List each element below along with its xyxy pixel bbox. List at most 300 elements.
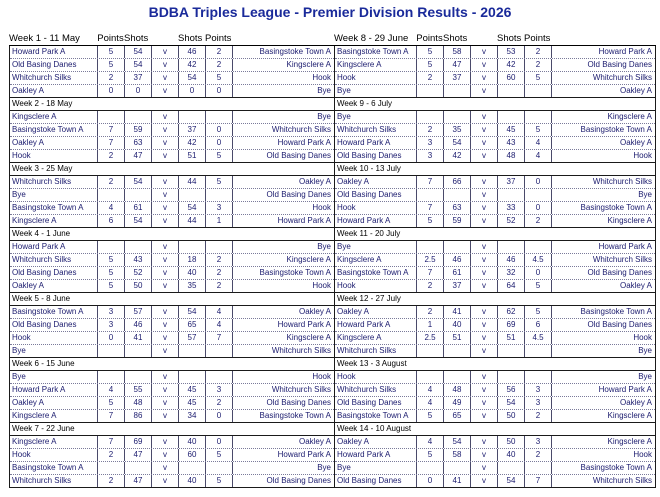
- away-shots: 51: [179, 150, 206, 162]
- away-points: 0: [206, 137, 233, 149]
- home-points: 4: [417, 384, 444, 396]
- away-shots: [498, 462, 525, 474]
- fixture-row: [335, 280, 655, 292]
- home-team: Whitchurch Silks: [10, 475, 98, 487]
- fixture-row: [335, 150, 655, 162]
- away-shots: 44: [179, 215, 206, 227]
- versus: v: [471, 241, 498, 253]
- away-team: Bye: [638, 346, 652, 355]
- home-shots: 54: [444, 436, 471, 448]
- week-label: Week 14 - 10 August: [335, 423, 655, 436]
- versus: v: [471, 176, 498, 188]
- versus: v: [471, 319, 498, 331]
- home-shots: 37: [125, 72, 152, 84]
- away-shots: 64: [498, 280, 525, 292]
- home-shots: 52: [125, 267, 152, 279]
- home-shots: 46: [125, 319, 152, 331]
- home-shots: 47: [125, 150, 152, 162]
- home-team: Whitchurch Silks: [335, 345, 417, 357]
- away-team: Oakley A: [619, 398, 652, 407]
- home-shots: 49: [444, 397, 471, 409]
- versus: v: [152, 436, 179, 448]
- home-shots: 47: [125, 475, 152, 487]
- home-shots: 86: [125, 410, 152, 422]
- home-points: 5: [98, 280, 125, 292]
- home-points: 5: [417, 59, 444, 71]
- away-team: Hook: [312, 281, 331, 290]
- home-points: [417, 85, 444, 97]
- away-shots: 46: [498, 254, 525, 266]
- versus: v: [152, 397, 179, 409]
- away-shots: 57: [179, 332, 206, 344]
- week-block: [334, 293, 656, 358]
- home-shots: 54: [125, 46, 152, 58]
- fixture-row: [335, 306, 655, 319]
- away-shots: 45: [498, 124, 525, 136]
- away-shots: 42: [179, 137, 206, 149]
- versus: v: [152, 189, 179, 201]
- away-points: 5: [525, 124, 552, 136]
- away-team: Oakley A: [298, 437, 331, 446]
- home-team: Basingstoke Town A: [10, 462, 98, 474]
- away-shots: 51: [498, 332, 525, 344]
- home-points: [98, 371, 125, 383]
- home-team: Hook: [335, 202, 417, 214]
- versus: v: [152, 150, 179, 162]
- away-shots: [179, 462, 206, 474]
- home-points: 7: [417, 176, 444, 188]
- fixture-row: [335, 267, 655, 280]
- home-points: 7: [98, 410, 125, 422]
- home-shots: 58: [444, 449, 471, 461]
- home-points: 0: [417, 475, 444, 487]
- home-points: 7: [417, 267, 444, 279]
- away-shots: [498, 189, 525, 201]
- home-team: Old Basing Danes: [10, 59, 98, 71]
- away-shots: 45: [179, 384, 206, 396]
- home-points: 5: [417, 449, 444, 461]
- week-block: [9, 163, 335, 228]
- away-shots: 50: [498, 410, 525, 422]
- fixture-row: [335, 85, 655, 97]
- home-team: Bye: [335, 111, 417, 123]
- away-shots: 46: [179, 46, 206, 58]
- home-team: Whitchurch Silks: [335, 124, 417, 136]
- versus: v: [471, 306, 498, 318]
- away-team: Oakley A: [619, 86, 652, 95]
- home-team: Old Basing Danes: [335, 150, 417, 162]
- away-shots: 62: [498, 306, 525, 318]
- week-block: [334, 46, 656, 98]
- home-team: Bye: [10, 189, 98, 201]
- away-points: [206, 345, 233, 357]
- fixture-row: [335, 371, 655, 384]
- away-points: 6: [525, 319, 552, 331]
- away-points: 2: [206, 46, 233, 58]
- away-points: 3: [206, 384, 233, 396]
- fixture-row: [10, 189, 334, 202]
- home-team: Whitchurch Silks: [335, 384, 417, 396]
- away-points: 1: [206, 215, 233, 227]
- home-shots: 54: [444, 137, 471, 149]
- fixture-row: [335, 189, 655, 202]
- home-team: Howard Park A: [335, 319, 417, 331]
- versus: v: [152, 449, 179, 461]
- home-shots: [125, 111, 152, 123]
- home-shots: 59: [444, 215, 471, 227]
- home-shots: 48: [444, 384, 471, 396]
- home-team: Oakley A: [335, 436, 417, 448]
- away-team: Hook: [312, 203, 331, 212]
- fixture-row: [335, 176, 655, 189]
- away-points: 2: [206, 59, 233, 71]
- home-points: 5: [98, 254, 125, 266]
- away-points: [206, 462, 233, 474]
- home-points: [98, 462, 125, 474]
- home-shots: [444, 462, 471, 474]
- home-team: Hook: [10, 150, 98, 162]
- versus: v: [471, 384, 498, 396]
- away-shots: 35: [179, 280, 206, 292]
- away-points: 3: [525, 384, 552, 396]
- fixture-row: [335, 410, 655, 422]
- fixture-row: [335, 436, 655, 449]
- away-shots: 40: [498, 449, 525, 461]
- away-shots: 42: [498, 59, 525, 71]
- home-shots: [125, 345, 152, 357]
- away-team: Old Basing Danes: [266, 151, 331, 160]
- home-shots: 43: [125, 254, 152, 266]
- home-points: 0: [98, 85, 125, 97]
- fixture-row: [10, 371, 334, 384]
- away-team: Hook: [633, 450, 652, 459]
- fixture-row: [335, 319, 655, 332]
- away-points: 2: [206, 397, 233, 409]
- home-team: Hook: [10, 332, 98, 344]
- home-team: Howard Park A: [10, 241, 98, 253]
- week-block: [334, 98, 656, 163]
- fixture-row: [10, 241, 334, 254]
- fixture-row: [10, 176, 334, 189]
- away-team: Hook: [312, 372, 331, 381]
- away-team: Old Basing Danes: [266, 398, 331, 407]
- away-shots: [498, 371, 525, 383]
- fixture-row: [10, 215, 334, 227]
- away-team: Basingstoke Town A: [259, 411, 331, 420]
- week-label: Week 12 - 27 July: [335, 293, 655, 306]
- column-header: [334, 33, 656, 46]
- away-points: 3: [206, 202, 233, 214]
- right-results-panel: [334, 33, 656, 488]
- home-team: Bye: [335, 462, 417, 474]
- versus: v: [471, 72, 498, 84]
- versus: v: [152, 462, 179, 474]
- away-shots: 54: [179, 202, 206, 214]
- versus: v: [152, 137, 179, 149]
- away-team: Bye: [317, 463, 331, 472]
- week-label: Week 5 - 8 June: [10, 293, 334, 306]
- away-team: Oakley A: [619, 138, 652, 147]
- away-team: Kingsclere A: [286, 255, 331, 264]
- home-shots: 54: [125, 176, 152, 188]
- home-team: Howard Park A: [10, 384, 98, 396]
- versus: v: [152, 202, 179, 214]
- fixture-row: [10, 280, 334, 292]
- away-team: Howard Park A: [277, 320, 331, 329]
- away-team: Old Basing Danes: [587, 320, 652, 329]
- home-team: Basingstoke Town A: [10, 124, 98, 136]
- home-points: 4: [98, 202, 125, 214]
- versus: v: [152, 319, 179, 331]
- away-points: 2: [206, 280, 233, 292]
- versus: v: [152, 176, 179, 188]
- away-team: Kingsclere A: [286, 333, 331, 342]
- away-shots: [179, 189, 206, 201]
- home-team: Basingstoke Town A: [335, 46, 417, 58]
- home-shots: 46: [444, 254, 471, 266]
- away-shots: 40: [179, 475, 206, 487]
- fixture-row: [335, 137, 655, 150]
- home-shots: 50: [125, 280, 152, 292]
- away-points: [206, 371, 233, 383]
- away-shots: [498, 241, 525, 253]
- versus: v: [152, 241, 179, 253]
- home-team: Old Basing Danes: [335, 189, 417, 201]
- home-shots: 54: [125, 59, 152, 71]
- fixture-row: [335, 72, 655, 85]
- away-shots: 54: [179, 306, 206, 318]
- week-label: Week 10 - 13 July: [335, 163, 655, 176]
- home-team: Howard Park A: [10, 46, 98, 58]
- week-block: [9, 358, 335, 423]
- away-shots: 69: [498, 319, 525, 331]
- versus: v: [152, 384, 179, 396]
- home-points: 7: [98, 137, 125, 149]
- week-block: [334, 228, 656, 293]
- home-points: 3: [98, 319, 125, 331]
- versus: v: [471, 254, 498, 266]
- away-shots: 45: [179, 397, 206, 409]
- home-team: Bye: [335, 241, 417, 253]
- home-shots: 41: [125, 332, 152, 344]
- fixture-row: [335, 59, 655, 72]
- home-team: Oakley A: [10, 397, 98, 409]
- home-shots: 51: [444, 332, 471, 344]
- column-header: [9, 33, 335, 46]
- away-shots: 60: [498, 72, 525, 84]
- week-label: Week 3 - 25 May: [10, 163, 334, 176]
- home-shots: [444, 111, 471, 123]
- versus: v: [152, 85, 179, 97]
- home-team: Old Basing Danes: [335, 475, 417, 487]
- away-shots: 40: [179, 267, 206, 279]
- away-shots: 18: [179, 254, 206, 266]
- fixture-row: [10, 384, 334, 397]
- away-points: [525, 462, 552, 474]
- header-spacer: [470, 33, 497, 45]
- versus: v: [152, 46, 179, 58]
- away-shots: 48: [498, 150, 525, 162]
- home-shots: 41: [444, 475, 471, 487]
- fixture-row: [10, 267, 334, 280]
- away-points: 2: [525, 449, 552, 461]
- home-team: Oakley A: [10, 280, 98, 292]
- away-team: Kingsclere A: [607, 216, 652, 225]
- versus: v: [152, 345, 179, 357]
- away-points: [525, 111, 552, 123]
- away-team: Hook: [633, 151, 652, 160]
- versus: v: [471, 215, 498, 227]
- home-shots: [444, 85, 471, 97]
- home-points: [98, 241, 125, 253]
- away-points: 3: [525, 397, 552, 409]
- away-points: 4: [525, 150, 552, 162]
- versus: v: [152, 280, 179, 292]
- fixture-row: [10, 72, 334, 85]
- home-points: [98, 111, 125, 123]
- home-shots: 54: [125, 215, 152, 227]
- away-points: 4.5: [525, 332, 552, 344]
- versus: v: [471, 345, 498, 357]
- away-shots: 65: [179, 319, 206, 331]
- away-points: 0: [525, 202, 552, 214]
- fixture-row: [335, 332, 655, 345]
- fixture-row: [10, 46, 334, 59]
- home-team: Bye: [335, 85, 417, 97]
- header-points: Points: [97, 33, 124, 44]
- week-block: [9, 228, 335, 293]
- home-team: Old Basing Danes: [10, 319, 98, 331]
- away-points: 4: [206, 319, 233, 331]
- away-points: 2: [525, 46, 552, 58]
- away-team: Old Basing Danes: [266, 190, 331, 199]
- home-team: Howard Park A: [335, 449, 417, 461]
- versus: v: [152, 306, 179, 318]
- home-points: 5: [417, 46, 444, 58]
- versus: v: [152, 111, 179, 123]
- fixture-row: [10, 397, 334, 410]
- fixture-row: [10, 319, 334, 332]
- week-block: [9, 98, 335, 163]
- away-points: 2: [525, 410, 552, 422]
- away-shots: [179, 345, 206, 357]
- home-points: 4: [417, 436, 444, 448]
- week-label: Week 4 - 1 June: [10, 228, 334, 241]
- away-team: Kingsclere A: [286, 60, 331, 69]
- versus: v: [152, 59, 179, 71]
- away-points: 5: [525, 72, 552, 84]
- home-team: Basingstoke Town A: [10, 202, 98, 214]
- fixture-row: [10, 254, 334, 267]
- home-shots: 37: [444, 280, 471, 292]
- week-block: [9, 46, 335, 98]
- versus: v: [471, 475, 498, 487]
- versus: v: [471, 202, 498, 214]
- versus: v: [471, 150, 498, 162]
- away-team: Bye: [317, 86, 331, 95]
- home-team: Oakley A: [10, 137, 98, 149]
- fixture-row: [10, 202, 334, 215]
- fixture-row: [10, 111, 334, 124]
- versus: v: [471, 85, 498, 97]
- home-points: [417, 241, 444, 253]
- away-points: 5: [206, 475, 233, 487]
- home-team: Kingsclere A: [10, 436, 98, 448]
- week-label: Week 2 - 18 May: [10, 98, 334, 111]
- header-shots-away: Shots: [497, 33, 522, 44]
- away-shots: 32: [498, 267, 525, 279]
- home-points: 2: [417, 280, 444, 292]
- away-team: Basingstoke Town A: [580, 307, 652, 316]
- home-shots: 69: [125, 436, 152, 448]
- home-shots: [444, 241, 471, 253]
- home-points: 2: [98, 72, 125, 84]
- home-shots: [444, 345, 471, 357]
- away-points: 5: [206, 72, 233, 84]
- fixture-row: [10, 137, 334, 150]
- home-points: 3: [98, 306, 125, 318]
- fixture-row: [335, 46, 655, 59]
- away-team: Howard Park A: [277, 138, 331, 147]
- away-team: Whitchurch Silks: [592, 73, 652, 82]
- home-team: Old Basing Danes: [10, 267, 98, 279]
- versus: v: [152, 72, 179, 84]
- away-shots: 50: [498, 436, 525, 448]
- away-team: Basingstoke Town A: [580, 203, 652, 212]
- header-spacer: [551, 33, 656, 45]
- away-team: Basingstoke Town A: [259, 268, 331, 277]
- away-shots: [179, 371, 206, 383]
- week-label: Week 6 - 15 June: [10, 358, 334, 371]
- away-team: Bye: [317, 112, 331, 121]
- versus: v: [471, 332, 498, 344]
- versus: v: [471, 462, 498, 474]
- fixture-row: [335, 124, 655, 137]
- fixture-row: [335, 254, 655, 267]
- home-points: 0: [98, 332, 125, 344]
- home-points: [417, 345, 444, 357]
- away-points: 5: [525, 280, 552, 292]
- away-team: Whitchurch Silks: [271, 385, 331, 394]
- home-shots: [444, 189, 471, 201]
- versus: v: [471, 124, 498, 136]
- fixture-row: [10, 124, 334, 137]
- away-team: Oakley A: [298, 177, 331, 186]
- header-points-away: Points: [524, 33, 551, 44]
- header-shots-away: Shots: [178, 33, 203, 44]
- fixture-row: [335, 111, 655, 124]
- versus: v: [152, 371, 179, 383]
- away-shots: [498, 85, 525, 97]
- away-shots: 54: [179, 72, 206, 84]
- away-points: 4: [525, 137, 552, 149]
- away-shots: 43: [498, 137, 525, 149]
- home-points: [417, 189, 444, 201]
- home-shots: 63: [444, 202, 471, 214]
- home-shots: 47: [444, 59, 471, 71]
- page-title: BDBA Triples League - Premier Division Results - 2026: [148, 4, 512, 20]
- away-points: 4.5: [525, 254, 552, 266]
- home-shots: 48: [125, 397, 152, 409]
- home-shots: 66: [444, 176, 471, 188]
- away-team: Bye: [638, 372, 652, 381]
- home-team: Kingsclere A: [335, 59, 417, 71]
- home-points: 4: [98, 384, 125, 396]
- away-points: 5: [206, 176, 233, 188]
- versus: v: [471, 137, 498, 149]
- away-points: 0: [206, 85, 233, 97]
- fixture-row: [335, 475, 655, 487]
